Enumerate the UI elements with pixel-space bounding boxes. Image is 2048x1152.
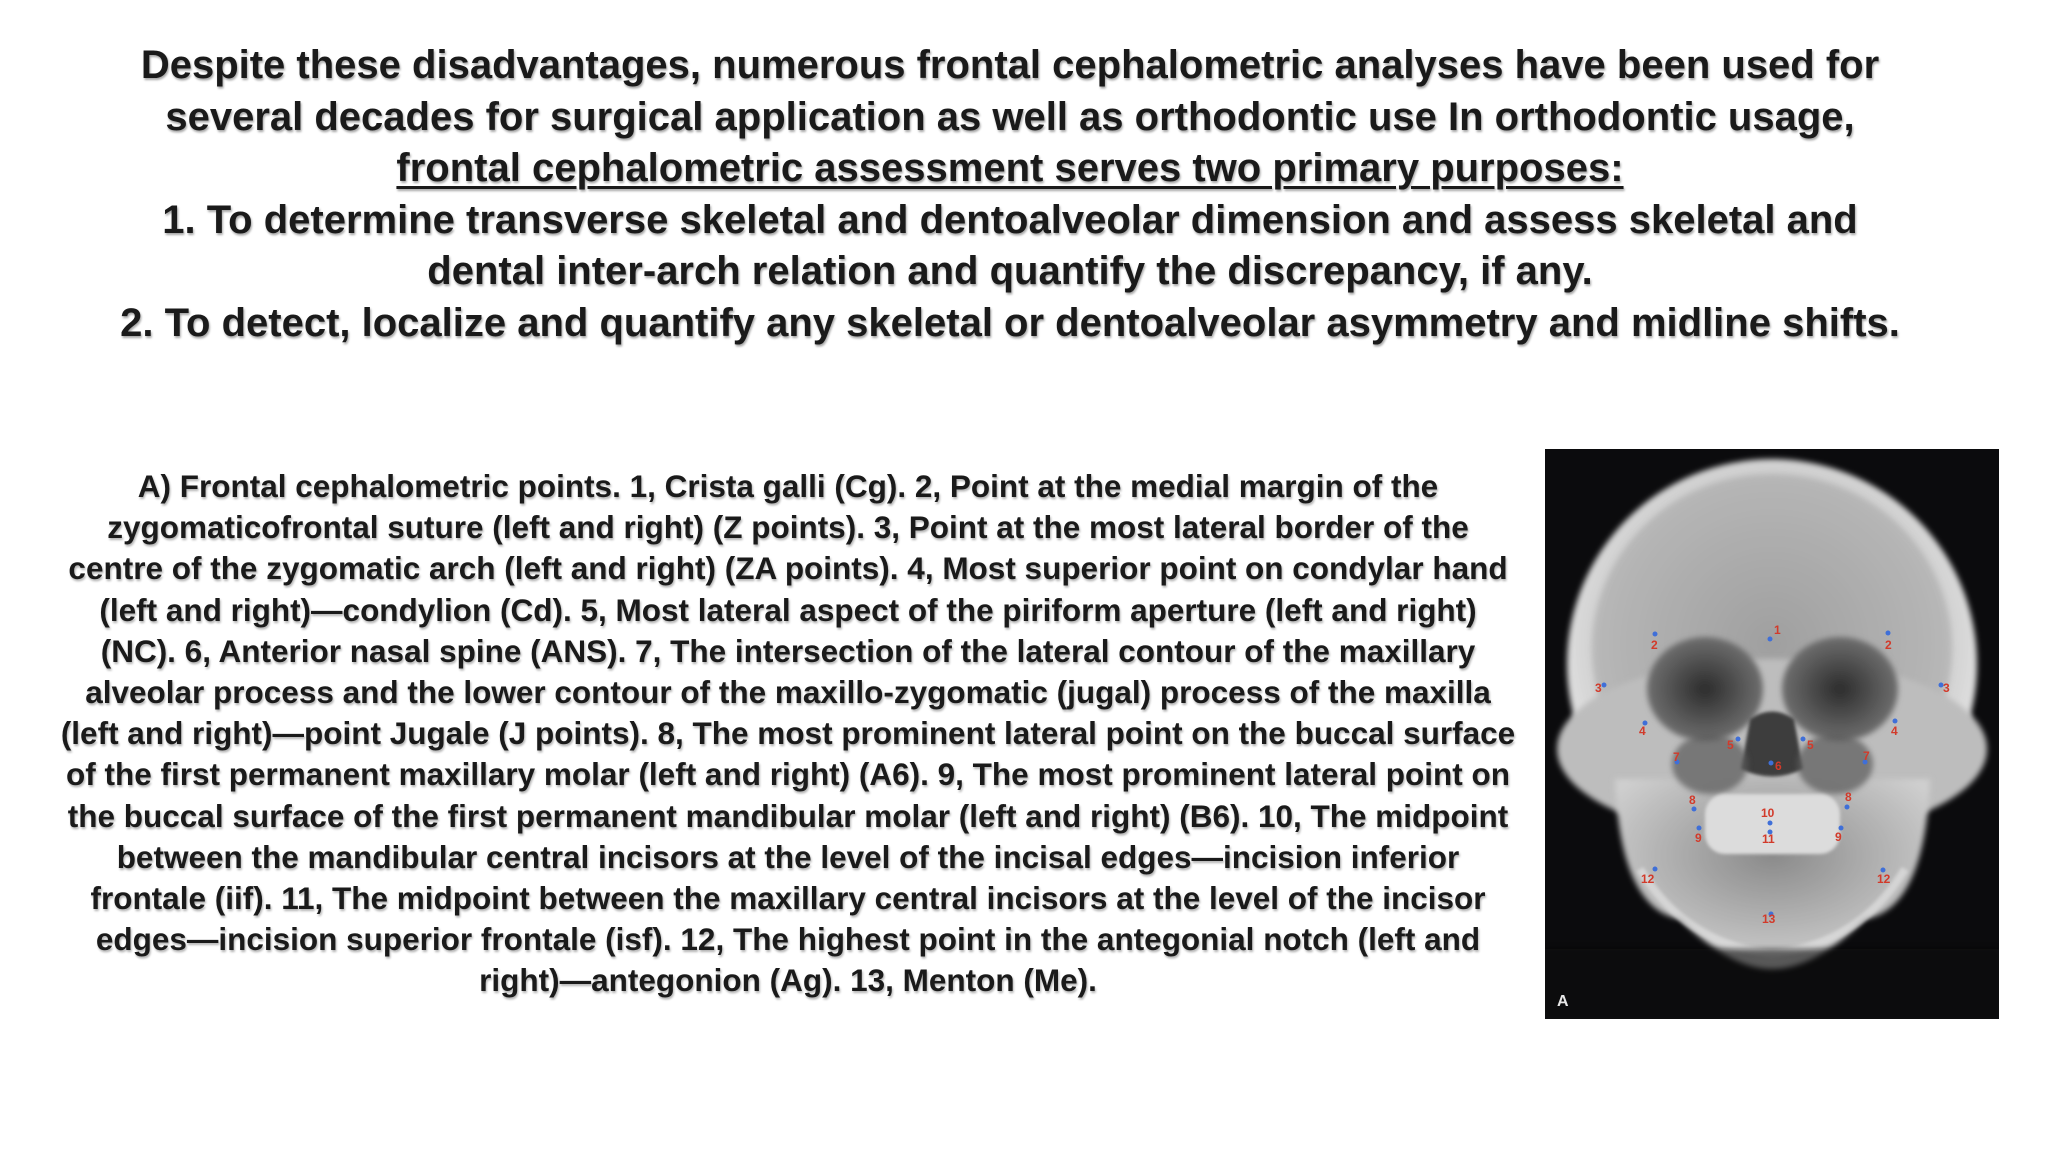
landmark-label-5-right: 5 — [1807, 738, 1814, 752]
landmark-label-6: 6 — [1775, 759, 1782, 773]
landmark-dot-5-left — [1736, 737, 1741, 742]
purpose-1: 1. To determine transverse skeletal and dentoalveolar dimension and assess skeletal and dental inter-arch relation and quantify the discrepancy, if any. — [162, 197, 1858, 293]
skull-xray-figure — [1545, 449, 1999, 1019]
landmark-dot-8-right — [1845, 805, 1850, 810]
landmark-label-10: 10 — [1761, 806, 1775, 820]
intro-text — [120, 40, 1900, 349]
landmark-dot-12-left — [1653, 867, 1658, 872]
skull-xray-image — [1545, 449, 1999, 1019]
intro-underlined-phrase: frontal cephalometric assessment serves two primary purposes: — [396, 146, 1624, 190]
landmark-label-4-right: 4 — [1891, 724, 1898, 738]
landmark-label-12-left: 12 — [1641, 872, 1655, 886]
landmark-label-4-left: 4 — [1639, 724, 1646, 738]
landmark-dot-2-right — [1886, 631, 1891, 636]
landmark-label-7-left: 7 — [1673, 750, 1680, 764]
landmark-dot-4-right — [1893, 719, 1898, 724]
landmark-dot-9-left — [1697, 826, 1702, 831]
landmark-dot-6 — [1769, 761, 1774, 766]
landmark-dot-10 — [1768, 821, 1773, 826]
landmark-label-7-right: 7 — [1863, 749, 1870, 763]
landmark-dot-8-left — [1692, 807, 1697, 812]
landmark-label-2-left: 2 — [1651, 638, 1658, 652]
landmark-dot-2-left — [1653, 632, 1658, 637]
panel-label: A — [1557, 993, 1569, 1010]
landmark-label-8-left: 8 — [1689, 793, 1696, 807]
landmark-label-13: 13 — [1762, 912, 1776, 926]
right-orbit-shape — [1782, 637, 1898, 741]
landmark-label-11: 11 — [1762, 832, 1775, 846]
landmark-dot-3-left — [1602, 683, 1607, 688]
landmark-label-8-right: 8 — [1845, 790, 1852, 804]
landmark-dot-5-right — [1801, 737, 1806, 742]
landmark-label-3-left: 3 — [1595, 681, 1602, 695]
landmark-dot-1 — [1768, 637, 1773, 642]
landmark-label-5-left: 5 — [1727, 738, 1734, 752]
landmark-label-12-right: 12 — [1877, 872, 1891, 886]
landmark-label-2-right: 2 — [1885, 638, 1892, 652]
landmark-label-3-right: 3 — [1943, 681, 1950, 695]
landmark-label-1: 1 — [1774, 623, 1781, 637]
landmark-label-9-left: 9 — [1695, 831, 1702, 845]
intro-sentence: Despite these disadvantages, numerous frontal cephalometric analyses have been used for several decades for surgical application as well as orthodontic use In orthodontic usage, — [140, 43, 1880, 139]
purpose-2: 2. To detect, localize and quantify any skeletal or dentoalveolar asymmetry and midline shifts. — [120, 300, 1900, 345]
landmark-label-9-right: 9 — [1835, 830, 1842, 844]
figure-caption: A) Frontal cephalometric points. 1, Crista galli (Cg). 2, Point at the medial margin of the zygomaticofrontal suture (left and right) (Z points). 3, Point at the most lateral border of the centre of the zygomatic arch (left and right) (ZA points). 4, Most superior point on condylar hand (left and right)—condylion (Cd). 5, Most lateral aspect of the piriform aperture (left and right) (NC). 6, Anterior nasal spine (ANS). 7, The intersection of the lateral contour of the maxillary alveolar process and the lower contour of the maxillo-zygomatic (jugal) process of the maxilla (left and right)—point Jugale (J points). 8, The most prominent lateral point on the buccal surface of the first permanent maxillary molar (left and right) (A6). 9, The most prominent lateral point on the buccal surface of the first permanent mandibular molar (left and right) (B6). 10, The midpoint between the mandibular central incisors at the level of the incisal edges—incision inferior frontale (iif). 11, The midpoint between the maxillary central incisors at the level of the incisor edges—incision superior frontale (isf). 12, The highest point in the antegonial notch (left and right)—antegonion (Ag). 13, Menton (Me). — [60, 468, 1516, 999]
left-orbit-shape — [1647, 637, 1763, 741]
